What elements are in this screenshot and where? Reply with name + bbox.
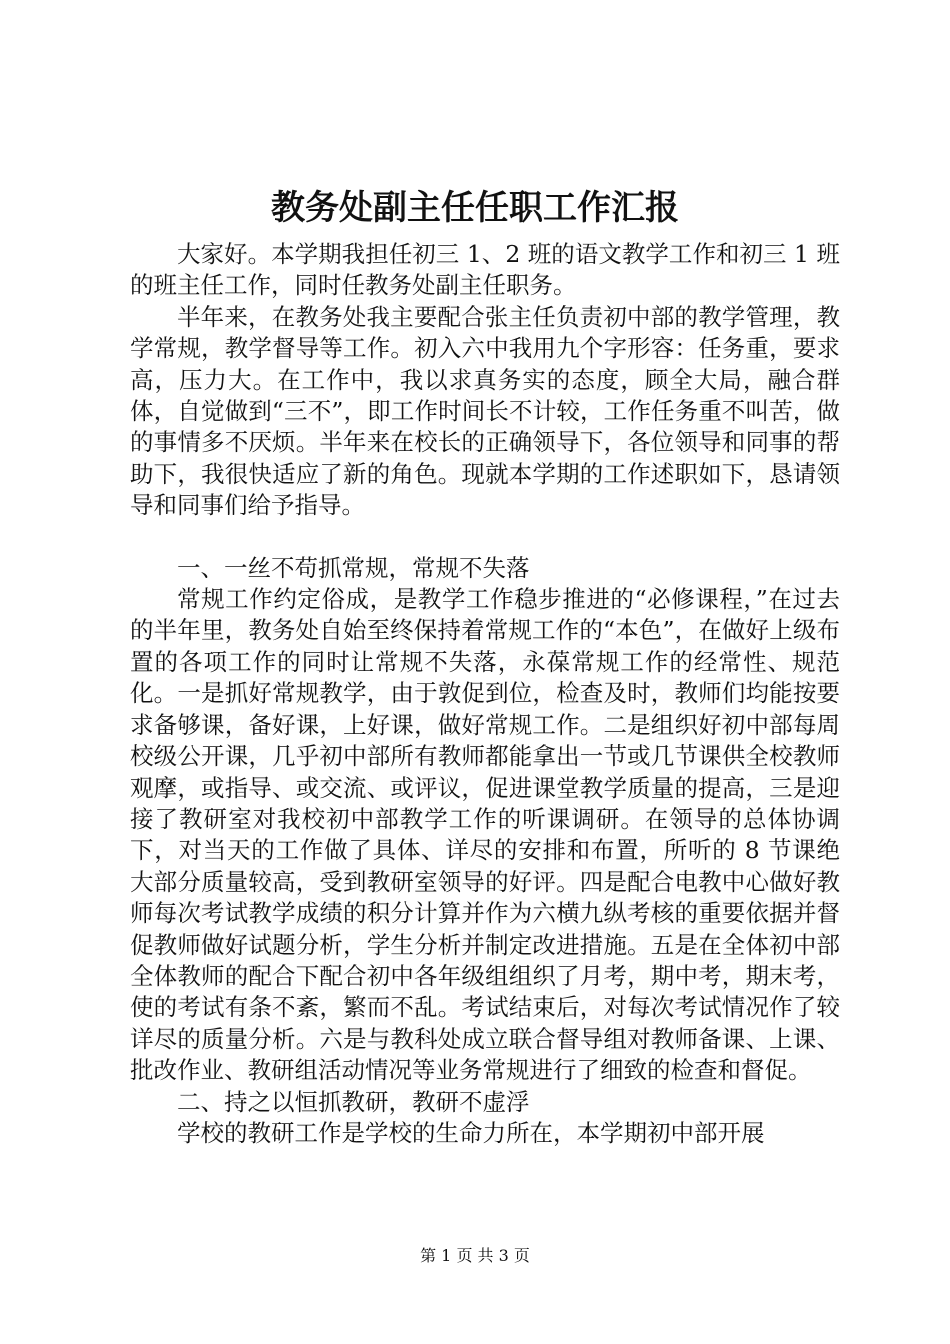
section-heading-1: 一、一丝不苟抓常规，常规不失落 — [177, 553, 530, 582]
paragraph-teaching-research: 学校的教研工作是学校的生命力所在，本学期初中部开展 — [177, 1118, 765, 1147]
page-footer: 第 1 页 共 3 页 — [420, 1246, 530, 1265]
document-body — [130, 239, 840, 1149]
document-title: 教务处副主任任职工作汇报 — [271, 188, 679, 228]
paragraph-overview: 半年来，在教务处我主要配合张主任负责初中部的教学管理，教学常规，教学督导等工作。初入六中我用九个字形容：任务重，要求高，压力大。在工作中，我以求真务实的态度，顾全大局，融合群体，自觉做到“三不”，即工作时间长不计较，工作任务重不叫苦，做的事情多不厌烦。半年来在校长的正确领导下，各位领导和同事的帮助下，我很快适应了新的角色。现就本学期的工作述职如下，恳请领导和同事们给予指导。 — [130, 302, 840, 520]
section-heading-2: 二、持之以恒抓教研，教研不虚浮 — [177, 1087, 530, 1116]
paragraph-routine-work: 常规工作约定俗成，是教学工作稳步推进的“必修课程，”在过去的半年里，教务处自始至终保持着常规工作的“本色”，在做好上级布置的各项工作的同时让常规不失落，永葆常规工作的经常性、规范化。一是抓好常规教学，由于敦促到位，检查及时，教师们均能按要求备够课，备好课，上好课，做好常规工作。二是组织好初中部每周校级公开课，几乎初中部所有教师都能拿出一节或几节课供全校教师观摩，或指导、或交流、或评议，促进课堂教学质量的提高，三是迎接了教研室对我校初中部教学工作的听课调研。在领导的总体协调下，对当天的工作做了具体、详尽的安排和布置，所听的 8 节课绝大部分质量较高，受到教研室领导的好评。四是配合电教中心做好教师每次考试教学成绩的积分计算并作为六横九纵考核的重要依据并督促教师做好试题分析，学生分析并制定改进措施。五是在全体初中部全体教师的配合下配合初中各年级组组织了月考，期中考，期末考，使的考试有条不紊，繁而不乱。考试结束后，对每次考试情况作了较详尽的质量分析。六是与教科处成立联合督导组对教师备课、上课、批改作业、教研组活动情况等业务常规进行了细致的检查和督促。 — [130, 585, 840, 1085]
paragraph-intro: 大家好。本学期我担任初三 1、2 班的语文教学工作和初三 1 班的班主任工作，同时任教务处副主任职务。 — [130, 240, 840, 300]
